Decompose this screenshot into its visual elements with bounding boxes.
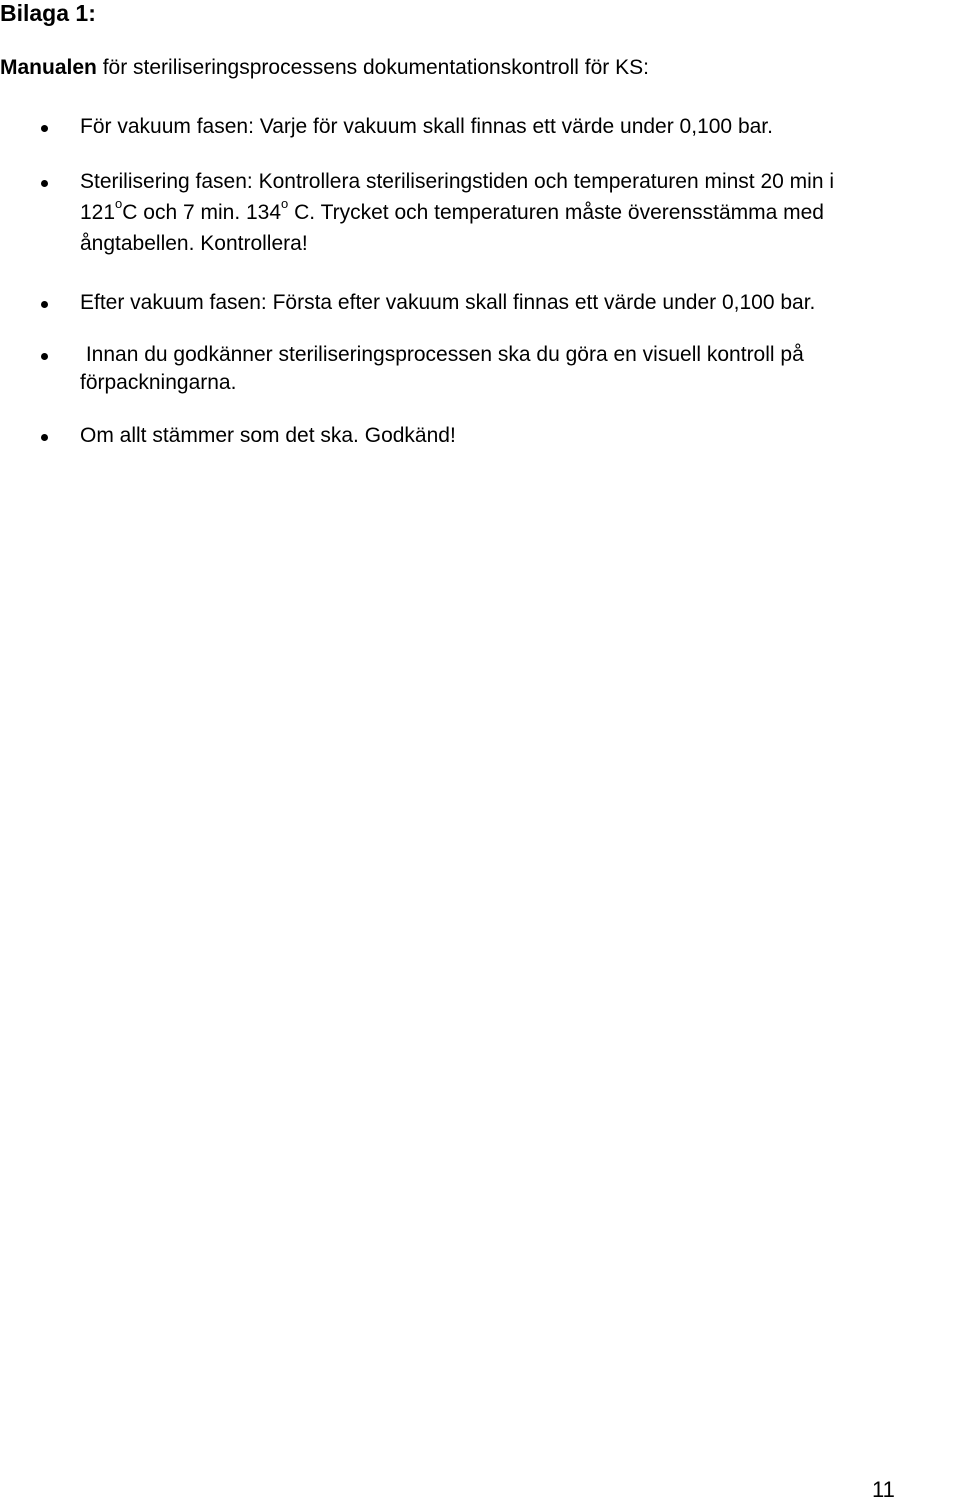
intro-bold: Manualen <box>0 56 97 79</box>
list-item-text <box>80 339 958 398</box>
list-item-line: ångtabellen. Kontrollera! <box>80 232 308 255</box>
bullet-dot-icon <box>41 180 48 187</box>
bullet-dot-icon <box>41 301 48 308</box>
text-fragment: 121 <box>80 201 116 224</box>
list-item-line: förpackningarna. <box>80 371 237 394</box>
intro-text: för steriliseringsprocessens dokumentationskontroll för KS: <box>96 56 649 79</box>
bullet-dot-icon <box>41 125 48 132</box>
list-item-text <box>80 166 958 259</box>
list-item-text: För vakuum fasen: Varje för vakuum skall finnas ett värde under 0,100 bar. <box>80 115 773 138</box>
list-item-line <box>80 197 958 228</box>
page-number: 11 <box>872 1477 895 1502</box>
list-item-line: Innan du godkänner steriliseringsprocessen ska du göra en visuell kontroll på <box>80 343 804 366</box>
text-fragment: C. Trycket och temperaturen måste överensstämma med <box>288 201 824 224</box>
degree-superscript: o <box>281 196 289 211</box>
intro-line <box>0 54 649 82</box>
text-fragment: C och 7 min. 134 <box>122 201 282 224</box>
degree-superscript: o <box>115 196 123 211</box>
list-item-text: Om allt stämmer som det ska. Godkänd! <box>80 424 456 447</box>
list-item-text: Efter vakuum fasen: Första efter vakuum skall finnas ett värde under 0,100 bar. <box>80 291 816 314</box>
bullet-dot-icon <box>41 434 48 441</box>
page-heading: Bilaga 1: <box>0 0 96 26</box>
bullet-dot-icon <box>41 353 48 360</box>
list-item-line: Sterilisering fasen: Kontrollera steriliseringstiden och temperaturen minst 20 min i <box>80 170 835 193</box>
